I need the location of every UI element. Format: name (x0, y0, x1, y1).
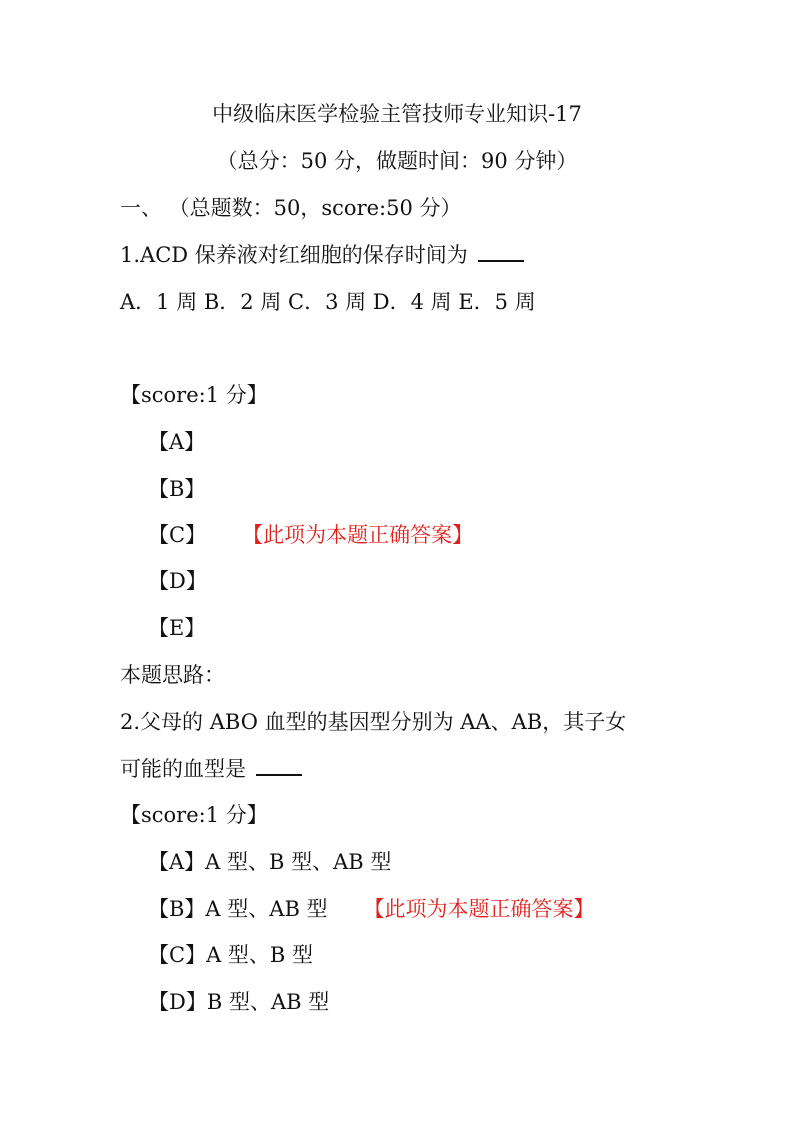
document-subtitle: （总分：50 分，做题时间：90 分钟） (216, 149, 578, 173)
question-1-option-d: 【D】 (148, 569, 207, 593)
question-1-option-e: 【E】 (148, 616, 206, 640)
section-header: 一、 （总题数：50，score:50 分） (120, 196, 462, 220)
question-2-option-d: 【D】B 型、AB 型 (148, 990, 330, 1014)
question-1-option-b: 【B】 (148, 477, 206, 501)
question-2-stem-line-1: 2.父母的 ABO 血型的基因型分别为 AA、AB，其子女 (120, 710, 627, 734)
question-1-choices: A．1 周 B．2 周 C．3 周 D．4 周 E．5 周 (120, 290, 536, 314)
correct-answer-marker: 【此项为本题正确答案】 (363, 897, 595, 921)
question-2-option-b (148, 896, 595, 922)
answer-blank (256, 756, 302, 776)
correct-answer-marker: 【此项为本题正确答案】 (242, 523, 474, 547)
answer-blank (478, 242, 524, 262)
question-2-option-a: 【A】A 型、B 型、AB 型 (148, 850, 392, 874)
question-2-option-c: 【C】A 型、B 型 (148, 943, 314, 967)
question-2-score: 【score:1 分】 (120, 803, 268, 827)
document-title: 中级临床医学检验主管技师专业知识-17 (212, 102, 582, 126)
question-1-option-c (148, 522, 473, 548)
question-1-stem (120, 242, 524, 268)
analysis-label: 本题思路： (120, 663, 225, 687)
question-1-text: 1.ACD 保养液对红细胞的保存时间为 (120, 243, 468, 267)
option-label: 【C】 (148, 523, 207, 547)
question-2-text: 可能的血型是 (120, 757, 246, 781)
question-2-stem-line-2 (120, 756, 302, 782)
option-label: 【B】A 型、AB 型 (148, 897, 328, 921)
question-1-score: 【score:1 分】 (120, 383, 268, 407)
question-1-option-a: 【A】 (148, 430, 206, 454)
